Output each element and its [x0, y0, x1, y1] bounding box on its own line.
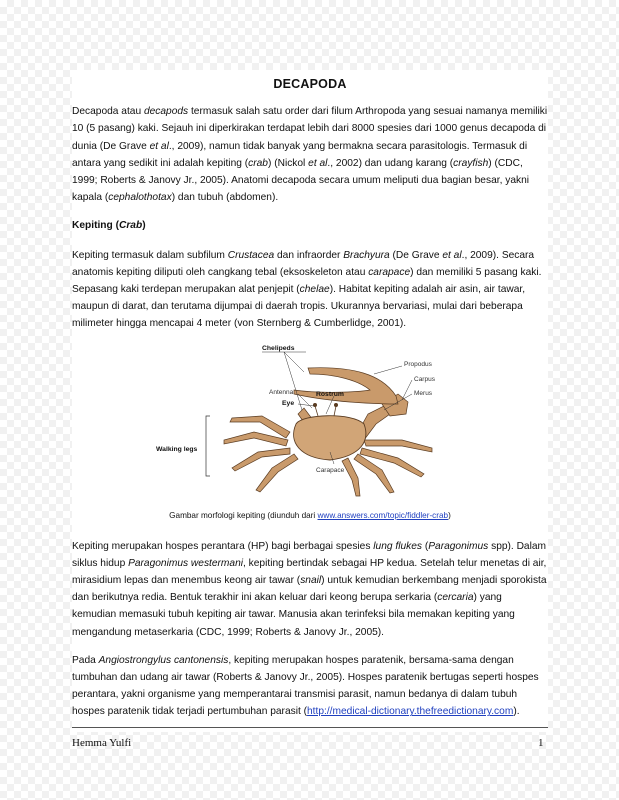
- dictionary-link[interactable]: http://medical-dictionary.thefreedictionary.com: [307, 706, 514, 718]
- walking-legs-left: [224, 416, 298, 492]
- label-walking-legs: Walking legs: [156, 445, 198, 453]
- label-chelipeds: Chelipeds: [262, 344, 295, 352]
- eye-stalks: [313, 403, 337, 416]
- crab-morphology-figure: [72, 344, 548, 504]
- angiostrongylus-paragraph: Pada Angiostrongylus cantonensis, kepiting merupakan hospes paratenik, bersama-sama dengan tumbuhan dan udang air tawar (Roberts & Janovy Jr., 2005). Hospes paratenik bertugas seperti hospes perantara, yakni organisme yang memperantarai transmisi parasit, namun bedanya di dalam tubuh hospes paratenik tidak terjadi pertumbuhan parasit (http://medical-dictionary.thefreedictionary.com).: [72, 654, 539, 718]
- label-rostrum: Rostrum: [316, 390, 344, 398]
- label-merus: Merus: [414, 389, 433, 397]
- label-eye: Eye: [282, 399, 295, 407]
- label-carpus: Carpus: [414, 375, 435, 383]
- footer-author: Hemma Yulfi: [72, 737, 132, 749]
- label-propodus: Propodus: [404, 360, 432, 368]
- document-body: [72, 70, 548, 732]
- walking-legs-bracket: [206, 416, 210, 476]
- kepiting-paragraph: Kepiting termasuk dalam subfilum Crustacea dan infraorder Brachyura (De Grave et al., 2009). Secara anatomis kepiting diliputi oleh cangkang tebal (eksoskeleton atau carapace) dan memiliki 5 pasang kaki. Sepasang kaki terdepan merupakan alat penjepit (chelae). Habitat kepiting adalah air asin, air tawar, maupun di darat, dan terutama dijumpai di daerah tropis. Ukurannya bervariasi, mulai dari beberapa milimeter hingga mencapai 4 meter (von Sternberg & Cumberlidge, 2001).: [72, 249, 542, 330]
- footer-divider: [72, 727, 548, 728]
- paragonimus-paragraph: Kepiting merupakan hospes perantara (HP) bagi berbagai spesies lung flukes (Paragonimus spp). Dalam siklus hidup Paragonimus westermani, kepiting bertindak sebagai HP kedua. Setelah telur menetas di air, mirasidium lepas dan menembus keong air tawar (snail) untuk kemudian berkembang menjadi sporokista dan berikutnya redia. Bentuk terakhir ini akan keluar dari keong berupa serkaria (cercaria) yang kemudian memasuki tubuh kepiting air tawar. Manusia akan terinfeksi bila memakan kepiting yang mengandung metaserkaria (CDC, 1999; Roberts & Janovy Jr., 2005).: [72, 540, 547, 638]
- figure-caption: Gambar morfologi kepiting (diunduh dari www.answers.com/topic/fiddler-crab): [169, 510, 451, 520]
- footer-page-number: 1: [538, 737, 544, 749]
- intro-paragraph: Decapoda atau decapods termasuk salah satu order dari filum Arthropoda yang sesuai namanya memiliki 10 (5 pasang) kaki. Sejauh ini diperkirakan terdapat lebih dari 8000 spesies dari 1000 genus decapoda di dunia (De Grave et al., 2009), namun tidak banyak yang bermakna secara parasitologis. Termasuk di antara yang sedikit ini adalah kepiting (crab) (Nickol et al., 2002) dan udang karang (crayfish) (CDC, 1999; Roberts & Janovy Jr., 2005). Anatomi decapoda secara umum meliputi dua bagian besar, yakni kapala (cephalothotax) dan tubuh (abdomen).: [72, 106, 548, 204]
- section-heading-kepiting: Kepiting (Crab): [72, 220, 146, 232]
- crab-illustration: [72, 344, 548, 504]
- page-title: DECAPODA: [273, 77, 347, 91]
- caption-source-link[interactable]: www.answers.com/topic/fiddler-crab: [317, 510, 449, 520]
- label-antenna: Antenna: [269, 388, 294, 396]
- propodus-segment: [294, 367, 398, 403]
- label-carapace: Carapace: [316, 466, 345, 474]
- carapace-shell: [294, 415, 366, 459]
